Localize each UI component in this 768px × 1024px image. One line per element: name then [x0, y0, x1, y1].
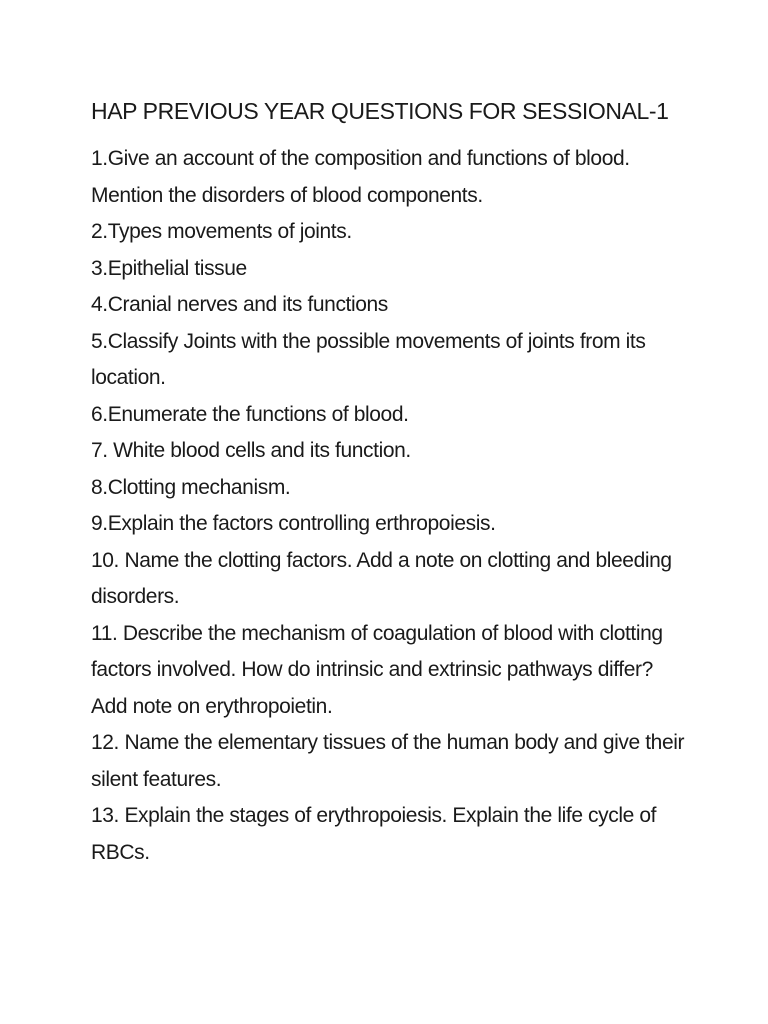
question-text: Name the clotting factors. Add a note on clotting and bleeding disorders. — [91, 548, 672, 608]
question-text: Name the elementary tissues of the human body and give their silent features. — [91, 731, 685, 791]
question-item — [91, 543, 691, 616]
question-item — [91, 214, 691, 251]
question-number: 10. — [91, 548, 125, 572]
question-text: Cranial nerves and its functions — [107, 293, 388, 316]
question-number: 2. — [91, 220, 108, 243]
question-number: 12. — [91, 731, 125, 754]
question-text: Give an account of the composition and functions of blood. Mention the disorders of blood components. — [91, 147, 630, 207]
question-item — [91, 506, 691, 543]
question-text: Describe the mechanism of coagulation of blood with clotting factors involved. How do intrinsic and extrinsic pathways differ? Add note on erythropoietin. — [91, 621, 663, 718]
question-number: 13. — [91, 804, 125, 827]
question-number: 4. — [91, 293, 108, 316]
question-item — [91, 397, 691, 434]
question-list — [91, 141, 691, 871]
question-item — [91, 251, 691, 288]
question-item — [91, 725, 691, 798]
question-number: 1. — [91, 147, 108, 170]
question-text: Types movements of joints. — [107, 220, 352, 243]
document-title: HAP PREVIOUS YEAR QUESTIONS FOR SESSIONAL-1 — [91, 98, 669, 124]
question-number: 9. — [91, 512, 108, 535]
question-item — [91, 798, 691, 871]
question-number: 5. — [91, 329, 108, 353]
question-number: 6. — [91, 402, 108, 426]
document-page — [91, 93, 691, 871]
question-text: Explain the factors controlling erthropoiesis. — [107, 512, 496, 535]
question-text: Clotting mechanism. — [107, 475, 291, 499]
question-item — [91, 287, 691, 324]
question-item — [91, 141, 691, 214]
question-item — [91, 433, 691, 470]
question-number: 7. — [91, 439, 114, 462]
question-text: Epithelial tissue — [107, 256, 247, 280]
question-item — [91, 324, 691, 397]
question-item — [91, 470, 691, 507]
question-item — [91, 616, 691, 726]
question-text: White blood cells and its function. — [113, 439, 411, 462]
question-number: 11. — [91, 621, 123, 645]
question-number: 3. — [91, 256, 108, 280]
question-text: Explain the stages of erythropoiesis. Explain the life cycle of RBCs. — [91, 804, 657, 864]
question-number: 8. — [91, 475, 108, 499]
question-text: Classify Joints with the possible movements of joints from its location. — [91, 329, 646, 389]
question-text: Enumerate the functions of blood. — [107, 402, 409, 426]
